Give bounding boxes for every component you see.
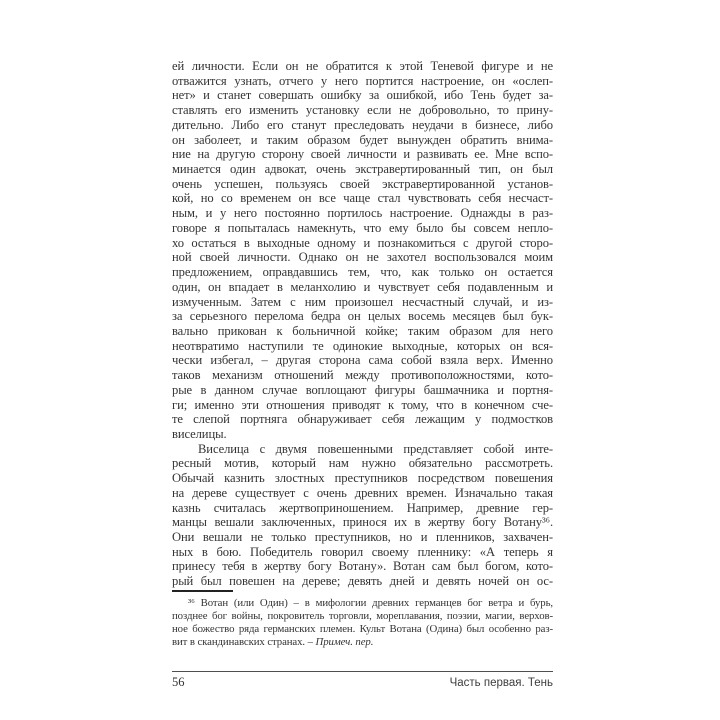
text-line: ным, и у него постоянно портилось настроение. Однажды в раз- (172, 206, 553, 221)
text-line: неотвратимо наступили те одинокие выходные, которых он вся- (172, 338, 553, 353)
paragraph-continuation (172, 59, 553, 442)
text-line: минается один адвокат, очень экстравертированный тип, он был (172, 162, 553, 177)
page-footer (172, 671, 553, 690)
text-line: казнь считалась жертвоприношением. Например, древние гер- (172, 500, 553, 515)
text-line: кой, но со временем он все чаще стал чувствовать себя несчаст- (172, 191, 553, 206)
text-line: нет» и станет совершать ошибку за ошибкой, ибо Тень будет за- (172, 88, 553, 103)
text-line: ной своей личности. Однако он не захотел воспользовался моим (172, 250, 553, 265)
text-line: ³⁶ Вотан (или Один) – в мифологии древних германцев бог ветра и бурь, (188, 597, 553, 609)
text-line: очень успешен, пользуясь своей экстравертированной установ- (172, 176, 553, 191)
text-line: рые в данном случае воплощают фигуры башмачника и портня- (172, 382, 553, 397)
text-column (172, 59, 553, 589)
footer-row (172, 675, 553, 690)
page-number: 56 (172, 675, 185, 689)
text-line: таков механизм отношений между противоположностями, кото- (172, 368, 553, 383)
text-line: ги; именно эти отношения приводят к тому, что в конечном сче- (172, 397, 553, 412)
text-line: ное божество ряда германских племен. Культ Вотана (Одина) был особенно раз- (172, 623, 553, 635)
text-line: Они вешали не только преступников, но и пленников, захвачен- (172, 530, 553, 544)
text-line: те слепой портняга обнаруживает себя лежащим у подмостков (172, 412, 553, 427)
text-line: дительно. Либо его станут преследовать неудачи в бизнесе, либо (172, 117, 553, 132)
text-line: ние на другую сторону своей личности и развивать ее. Мне вспо- (172, 147, 553, 162)
running-title: Часть первая. Тень (449, 677, 553, 689)
text-line: измученным. Затем с ним произошел несчастный случай, и из- (172, 294, 553, 309)
footnote-separator-rule (172, 590, 233, 592)
text-line: ей личности. Если он не обратится к этой Теневой фигуре и не (172, 59, 553, 73)
footer-rule (172, 671, 553, 672)
text-line: отважится узнать, отчего у него портится настроение, он «ослеп- (172, 73, 553, 88)
text-line: говоре я попыталась намекнуть, что ему было бы совсем непло- (172, 220, 553, 235)
text-line: Виселица с двумя повешенными представляет собой инте- (198, 441, 553, 456)
text-line: позднее бог войны, покровитель торговли, мореплавания, поэзии, магии, верхов- (172, 610, 553, 622)
footnote-translator-note: Примеч. пер. (315, 636, 374, 648)
footnote-last-line-regular: вит в скандинавских странах. – (172, 636, 316, 648)
text-line: виселицы. (172, 426, 227, 441)
text-line: ресный мотив, который нам нужно обязательно рассмотреть. (172, 456, 553, 471)
text-line: один, он впадает в меланхолию и чувствует себя подавленным и (172, 279, 553, 294)
text-line: на дереве существует с очень древних времен. Изначально такая (172, 485, 553, 500)
text-line: Обычай казнить злостных преступников посредством повешения (172, 471, 553, 486)
text-line: предложением, оправдавшись тем, что, как только он остается (172, 265, 553, 280)
text-line: чески избегал, – другая сторона сама собой взяла верх. Именно (172, 353, 553, 368)
footnote-text (172, 597, 553, 636)
text-line: рый был повешен на дереве; девять дней и девять ночей он ос- (172, 574, 553, 589)
text-line: за серьезного перелома бедра он целых восемь месяцев был бук- (172, 309, 553, 324)
footnote-last-line (172, 636, 553, 649)
paragraph-gallows-motif (172, 442, 553, 589)
text-line: принесу тебя в жертву богу Вотану». Вотан сам был богом, кото- (172, 559, 553, 574)
text-line: хо остаться в выходные одному и познакомиться с другой сторо- (172, 235, 553, 250)
text-line: он заболеет, и таким образом будет вынужден обратить внима- (172, 132, 553, 147)
text-line: вально прикован к больничной койке; таким образом для него (172, 323, 553, 338)
text-line: манцы вешали заключенных, принося их в жертву богу Вотану³⁶. (172, 515, 553, 530)
footnote-block (172, 590, 553, 649)
text-line: ных в бою. Победитель говорил своему пленнику: «А теперь я (172, 544, 553, 559)
text-line: ставлять его изменить установку если не добровольно, то прину- (172, 103, 553, 118)
